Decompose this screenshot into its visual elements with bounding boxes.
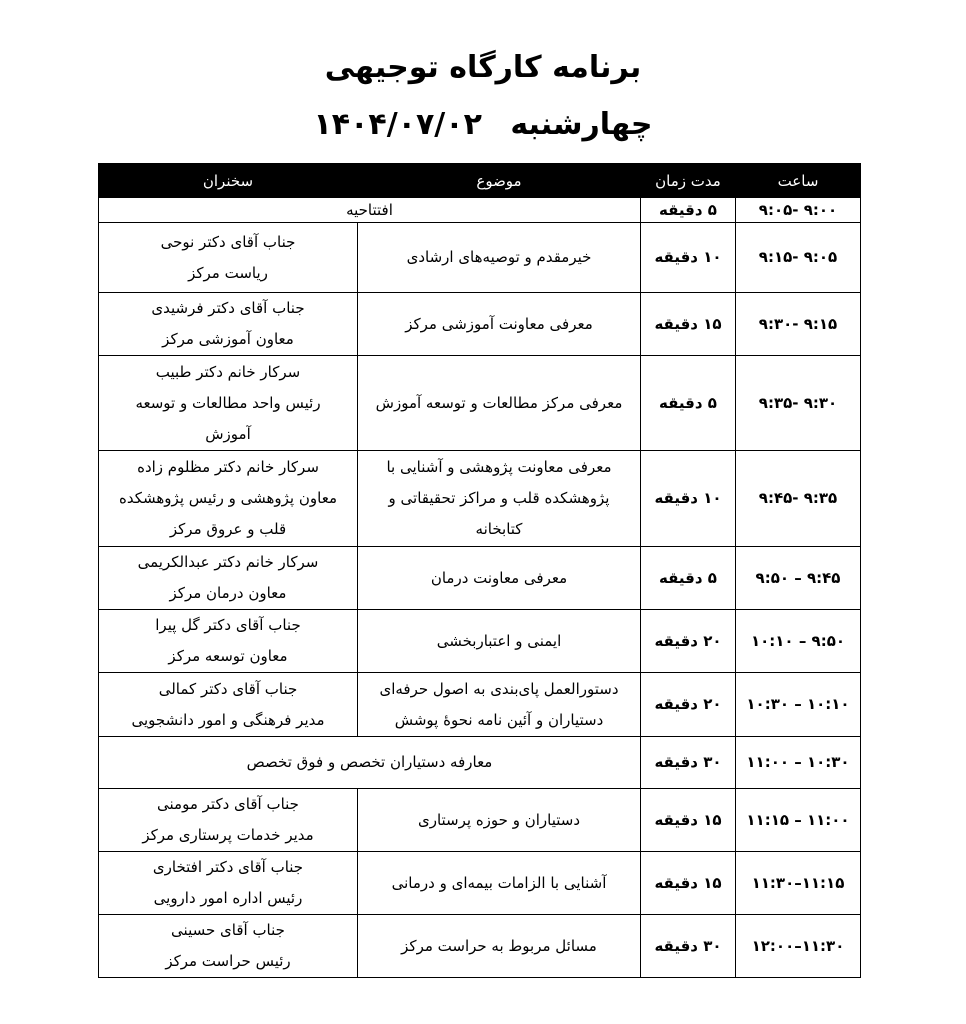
- speaker-role: ریاست مرکز: [188, 263, 268, 282]
- duration-cell: ۱۵ دقیقه: [641, 852, 736, 915]
- time-cell: ۹:۱۵ -۹:۳۰: [736, 293, 861, 356]
- column-header-duration: مدت زمان: [641, 164, 736, 198]
- time-cell: ۹:۵۰ – ۱۰:۱۰: [736, 610, 861, 673]
- table-row: [99, 356, 861, 451]
- time-cell: ۱۰:۳۰ – ۱۱:۰۰: [736, 737, 861, 789]
- topic-line: پژوهشکده قلب و مراکز تحقیقاتی و: [388, 489, 610, 507]
- topic-cell: [358, 547, 641, 610]
- column-header-topic: موضوع: [358, 164, 641, 198]
- speaker-name: جناب آقای دکتر کمالی: [158, 679, 298, 698]
- time-cell: ۹:۰۰ -۹:۰۵: [736, 198, 861, 223]
- table-row: [99, 223, 861, 293]
- duration-cell: ۲۰ دقیقه: [641, 610, 736, 673]
- title-date-line: [0, 100, 966, 150]
- topic-line: دستیاران و حوزه پرستاری: [417, 810, 581, 829]
- duration-cell: ۲۰ دقیقه: [641, 673, 736, 737]
- speaker-cell: [99, 293, 358, 356]
- speaker-role: مدیر فرهنگی و امور دانشجویی: [131, 710, 325, 729]
- topic-line: کتابخانه: [475, 520, 523, 538]
- time-cell: ۱۱:۰۰ – ۱۱:۱۵: [736, 789, 861, 852]
- duration-cell: ۱۰ دقیقه: [641, 451, 736, 547]
- speaker-cell: [99, 451, 358, 547]
- speaker-cell: [99, 547, 358, 610]
- duration-cell: ۳۰ دقیقه: [641, 915, 736, 978]
- topic-line: ایمنی و اعتباربخشی: [436, 631, 562, 650]
- time-cell: ۱۰:۱۰ – ۱۰:۳۰: [736, 673, 861, 737]
- topic-line: مسائل مربوط به حراست مرکز: [401, 936, 597, 955]
- time-cell: ۹:۳۵ -۹:۴۵: [736, 451, 861, 547]
- topic-line: خیرمقدم و توصیه‌های ارشادی: [406, 248, 592, 266]
- table-row: [99, 789, 861, 852]
- speaker-name: جناب آقای دکتر نوحی: [160, 232, 296, 251]
- speaker-cell: [99, 610, 358, 673]
- time-cell: ۱۱:۱۵–۱۱:۳۰: [736, 852, 861, 915]
- table-header-row: [99, 164, 861, 198]
- duration-cell: ۵ دقیقه: [641, 356, 736, 451]
- document-header: [0, 44, 966, 150]
- table-row: [99, 451, 861, 547]
- speaker-role: مدیر خدمات پرستاری مرکز: [142, 826, 314, 844]
- speaker-cell: [99, 356, 358, 451]
- topic-line: معرفی معاونت پژوهشی و آشنایی با: [386, 458, 612, 476]
- date-label: ۱۴۰۴/۰۷/۰۲: [313, 107, 482, 142]
- topic-cell: [358, 293, 641, 356]
- page-title: برنامه کارگاه توجیهی: [324, 50, 642, 85]
- time-cell: ۹:۳۰ -۹:۳۵: [736, 356, 861, 451]
- topic-cell: [358, 610, 641, 673]
- day-label: چهارشنبه: [510, 107, 653, 142]
- topic-cell: [358, 852, 641, 915]
- table-row: [99, 547, 861, 610]
- speaker-role: معاون توسعه مرکز: [168, 647, 288, 665]
- speaker-role: آموزش: [205, 424, 251, 443]
- table-row: [99, 852, 861, 915]
- duration-cell: ۱۰ دقیقه: [641, 223, 736, 293]
- time-cell: ۱۱:۳۰–۱۲:۰۰: [736, 915, 861, 978]
- speaker-name: جناب آقای دکتر مومنی: [157, 795, 299, 813]
- speaker-role: رئیس حراست مرکز: [165, 952, 291, 970]
- topic-cell: [358, 451, 641, 547]
- topic-cell: [358, 673, 641, 737]
- speaker-cell: [99, 673, 358, 737]
- column-header-time: ساعت: [736, 164, 861, 198]
- speaker-name: سرکار خانم دکتر مظلوم زاده: [137, 458, 319, 476]
- schedule-table: [98, 163, 861, 978]
- speaker-role: معاون درمان مرکز: [169, 584, 287, 602]
- duration-cell: ۱۵ دقیقه: [641, 293, 736, 356]
- speaker-name: جناب آقای دکتر فرشیدی: [151, 299, 305, 317]
- topic-line: دستورالعمل پای‌بندی به اصول حرفه‌ای: [379, 679, 619, 698]
- speaker-cell: [99, 852, 358, 915]
- speaker-cell: [99, 915, 358, 978]
- speaker-name: جناب آقای دکتر افتخاری: [152, 858, 304, 876]
- speaker-role: قلب و عروق مرکز: [169, 520, 287, 538]
- speaker-name: سرکار خانم دکتر عبدالکریمی: [137, 553, 319, 571]
- duration-cell: ۳۰ دقیقه: [641, 737, 736, 789]
- table-row: [99, 610, 861, 673]
- speaker-name: جناب آقای دکتر گل پیرا: [155, 616, 301, 634]
- speaker-name: سرکار خانم دکتر طبیب: [155, 362, 301, 381]
- merged-cell: معارفه دستیاران تخصص و فوق تخصص: [99, 737, 641, 789]
- table-row: [99, 673, 861, 737]
- topic-line: معرفی مرکز مطالعات و توسعه آموزش: [375, 393, 623, 412]
- topic-cell: [358, 915, 641, 978]
- topic-line: معرفی معاونت آموزشی مرکز: [405, 314, 593, 333]
- speaker-name: جناب آقای حسینی: [171, 921, 285, 939]
- table-row: [99, 293, 861, 356]
- topic-line: دستیاران و آئین نامه نحوهٔ پوشش: [394, 710, 604, 729]
- table-row: [99, 737, 861, 789]
- duration-cell: ۵ دقیقه: [641, 547, 736, 610]
- speaker-role: رئیس واحد مطالعات و توسعه: [135, 393, 321, 412]
- time-cell: ۹:۰۵ -۹:۱۵: [736, 223, 861, 293]
- speaker-role: معاون آموزشی مرکز: [162, 330, 294, 348]
- speaker-cell: [99, 789, 358, 852]
- table-row: [99, 915, 861, 978]
- table-row: [99, 198, 861, 223]
- speaker-role: معاون پژوهشی و رئیس پژوهشکده: [119, 489, 337, 507]
- duration-cell: ۵ دقیقه: [641, 198, 736, 223]
- topic-line: آشنایی با الزامات بیمه‌ای و درمانی: [391, 873, 607, 892]
- merged-cell: افتتاحیه: [99, 198, 641, 223]
- speaker-role: رئیس اداره امور دارویی: [153, 889, 303, 907]
- topic-line: معرفی معاونت درمان: [430, 568, 568, 587]
- column-header-speaker: سخنران: [99, 164, 358, 198]
- topic-cell: [358, 223, 641, 293]
- time-cell: ۹:۴۵ – ۹:۵۰: [736, 547, 861, 610]
- topic-cell: [358, 356, 641, 451]
- topic-cell: [358, 789, 641, 852]
- duration-cell: ۱۵ دقیقه: [641, 789, 736, 852]
- speaker-cell: [99, 223, 358, 293]
